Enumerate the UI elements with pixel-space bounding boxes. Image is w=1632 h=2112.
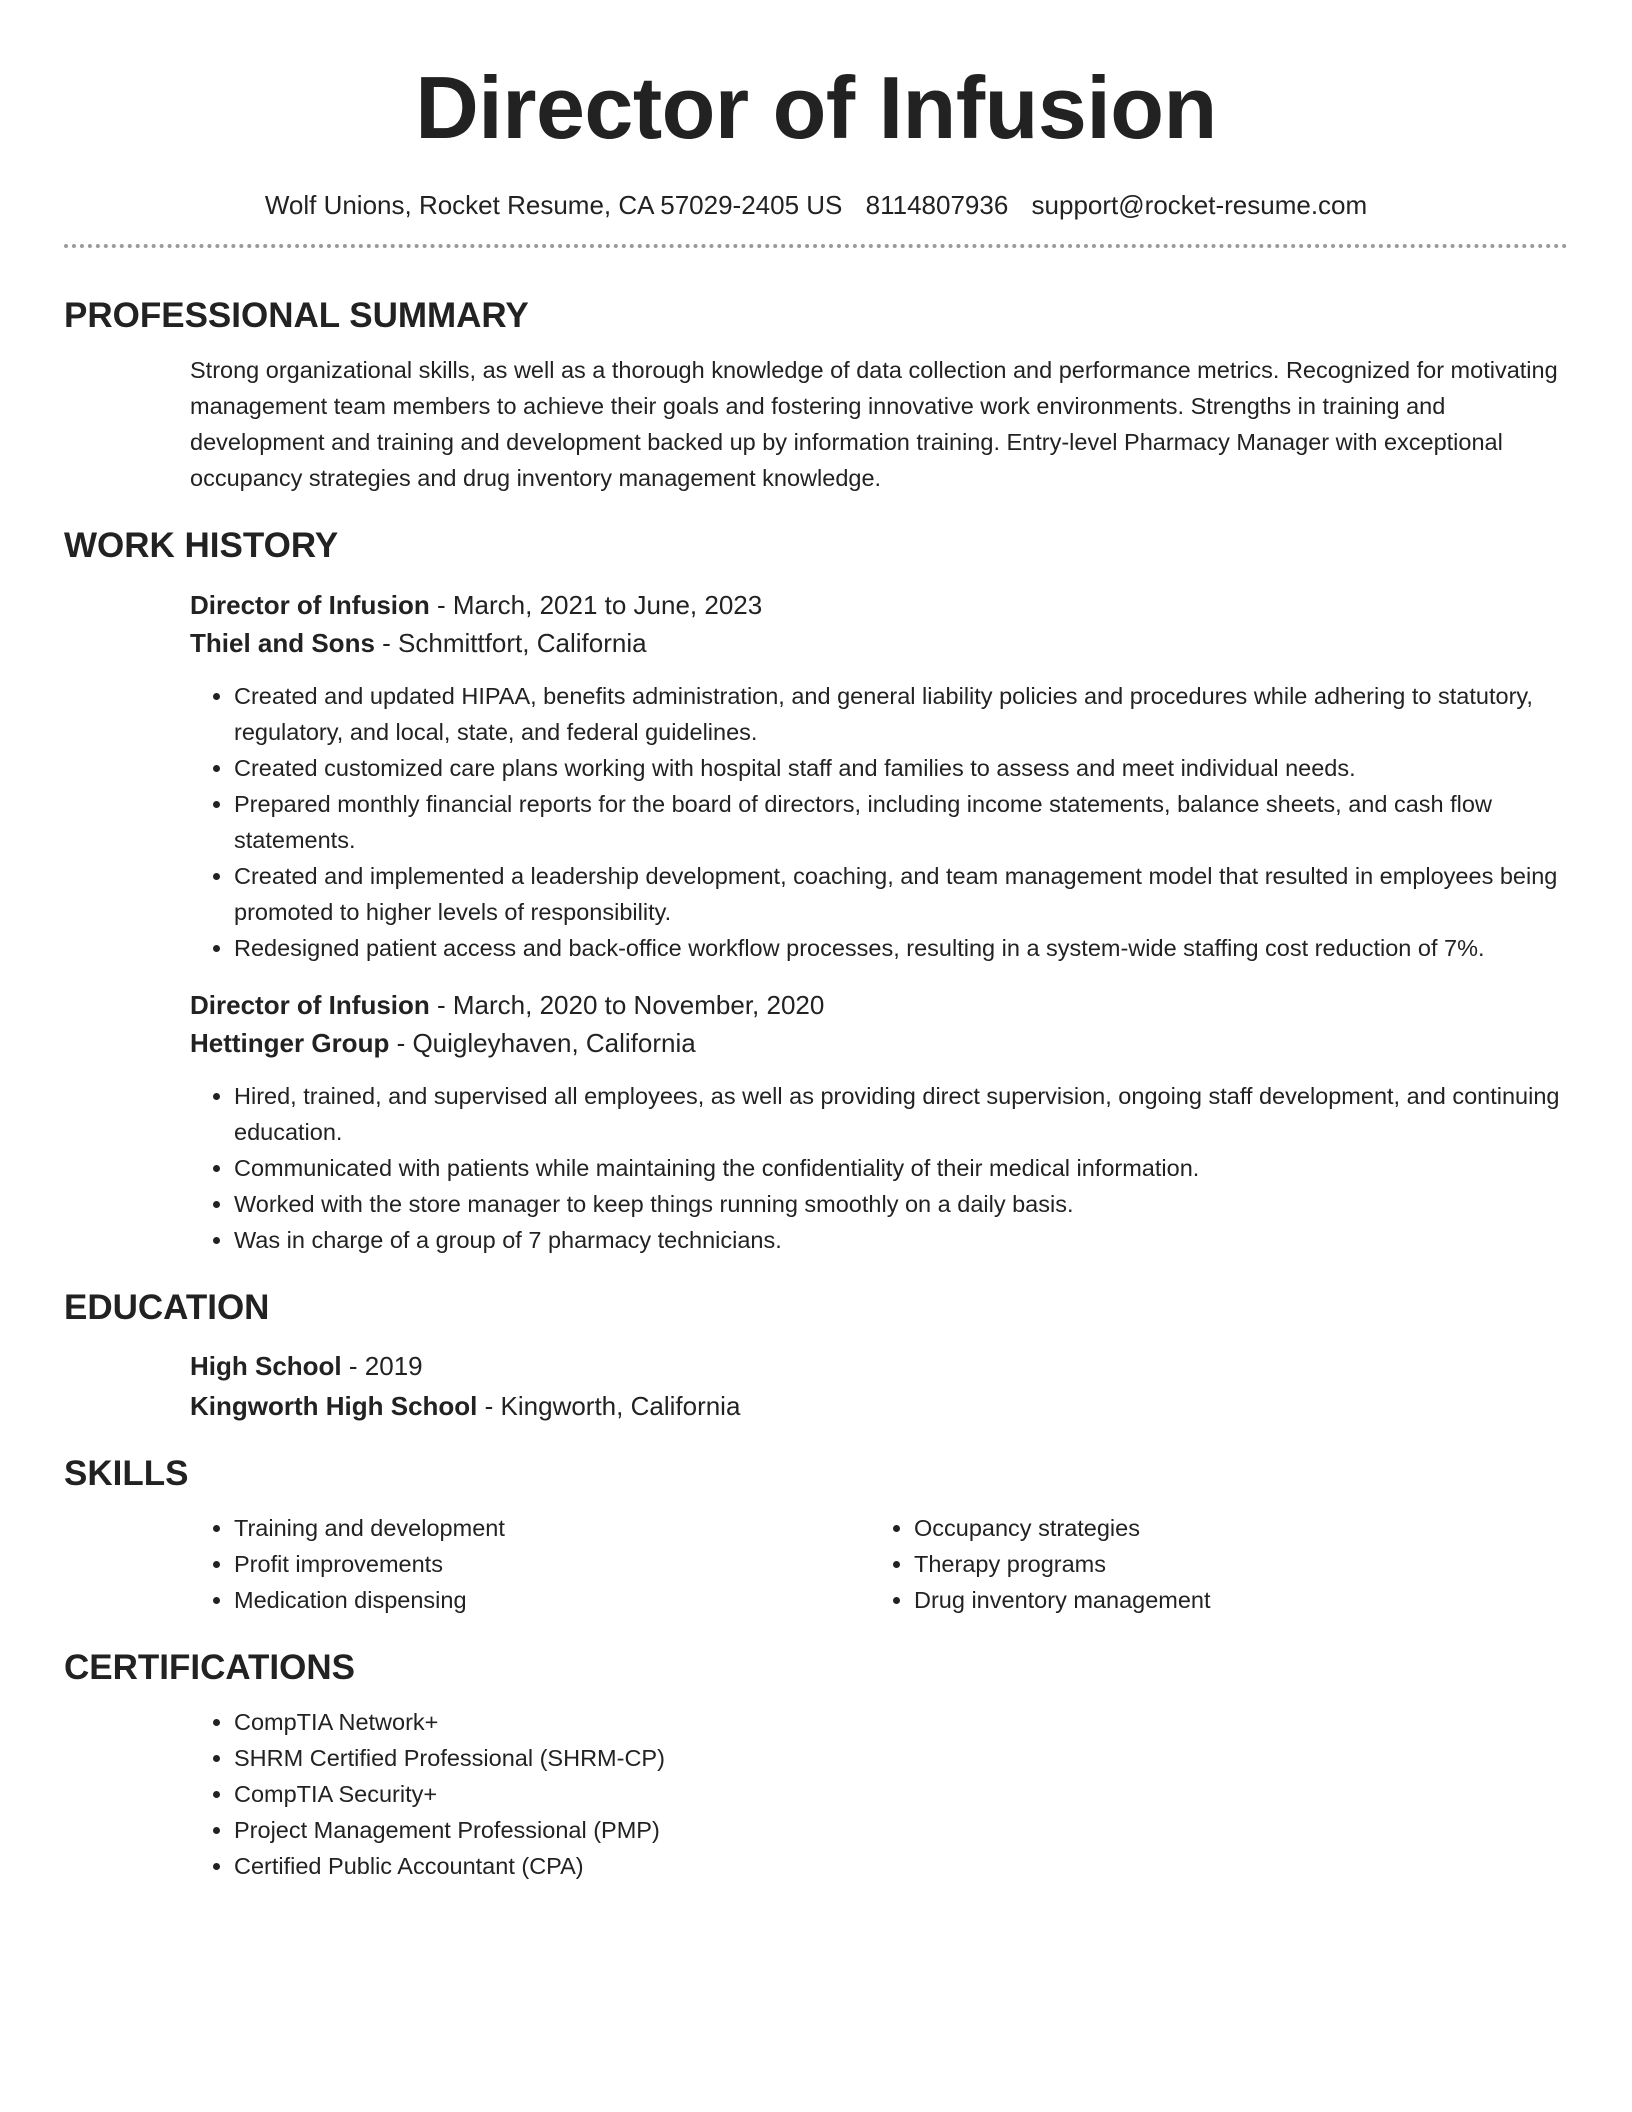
job-bullets: [190, 678, 1568, 966]
education-school-line: [190, 1386, 1568, 1426]
job-company: Hettinger Group: [190, 1028, 390, 1058]
skills-column-left: [190, 1510, 870, 1618]
list-item: • Hired, trained, and supervised all employees, as well as providing direct supervision, ongoing staff development, and continuing education.: [234, 1078, 1568, 1150]
skill-item: • Medication dispensing: [234, 1582, 870, 1618]
certification-item: • Certified Public Accountant (CPA): [234, 1848, 1568, 1884]
skill-item: • Drug inventory management: [914, 1582, 1550, 1618]
job-title-line: [190, 586, 1568, 624]
education-location: - Kingworth, California: [477, 1391, 741, 1421]
skills-column-right: [870, 1510, 1550, 1618]
job-bullets: [190, 1078, 1568, 1258]
certification-item: • Project Management Professional (PMP): [234, 1812, 1568, 1848]
section-title-skills: SKILLS: [64, 1454, 189, 1493]
list-item: • Was in charge of a group of 7 pharmacy technicians.: [234, 1222, 1568, 1258]
skills-list-right: [870, 1510, 1550, 1618]
skills-list-left: [190, 1510, 870, 1618]
summary-text: Strong organizational skills, as well as a thorough knowledge of data collection and performance metrics. Recognized for motivating management team members to achieve their goals and fostering innovative work environments. Strengths in training and development and training and development backed up by information training. Entry-level Pharmacy Manager with exceptional occupancy strategies and drug inventory management knowledge.: [190, 357, 1558, 491]
education-year: - 2019: [341, 1351, 423, 1381]
header-divider: [64, 244, 1568, 248]
contact-line: [64, 188, 1568, 222]
list-item: • Communicated with patients while maintaining the confidentiality of their medical information.: [234, 1150, 1568, 1186]
list-item: • Redesigned patient access and back-office workflow processes, resulting in a system-wide staffing cost reduction of 7%.: [234, 930, 1568, 966]
certifications-bullets: [190, 1704, 1568, 1884]
job-company: Thiel and Sons: [190, 628, 375, 658]
education-entry: [190, 1346, 1568, 1426]
job-role: Director of Infusion: [190, 990, 430, 1020]
job-dates: - March, 2021 to June, 2023: [429, 590, 763, 620]
job-company-line: [190, 1024, 1568, 1062]
skill-item: • Occupancy strategies: [914, 1510, 1550, 1546]
job-location: - Quigleyhaven, California: [389, 1028, 696, 1058]
job-entry: [190, 986, 1568, 1258]
skill-item: • Therapy programs: [914, 1546, 1550, 1582]
contact-address: Wolf Unions, Rocket Resume, CA 57029-2405 US: [264, 190, 843, 220]
list-item: • Prepared monthly financial reports for the board of directors, including income statements, balance sheets, and cash flow statements.: [234, 786, 1568, 858]
education-degree-line: [190, 1346, 1568, 1386]
certifications-list: [190, 1704, 1568, 1884]
section-title-summary: PROFESSIONAL SUMMARY: [64, 296, 529, 335]
education-school: Kingworth High School: [190, 1391, 478, 1421]
job-title-line: [190, 986, 1568, 1024]
skill-item: • Training and development: [234, 1510, 870, 1546]
certification-item: • CompTIA Security+: [234, 1776, 1568, 1812]
skills-grid: [190, 1510, 1568, 1618]
list-item: • Created customized care plans working with hospital staff and families to assess and meet individual needs.: [234, 750, 1568, 786]
certification-item: • CompTIA Network+: [234, 1704, 1568, 1740]
job-dates: - March, 2020 to November, 2020: [429, 990, 825, 1020]
section-title-education: EDUCATION: [64, 1288, 270, 1327]
list-item: • Created and implemented a leadership development, coaching, and team management model that resulted in employees being promoted to higher levels of responsibility.: [234, 858, 1568, 930]
skill-item: • Profit improvements: [234, 1546, 870, 1582]
list-item: • Created and updated HIPAA, benefits administration, and general liability policies and procedures while adhering to statutory, regulatory, and local, state, and federal guidelines.: [234, 678, 1568, 750]
certification-item: • SHRM Certified Professional (SHRM-CP): [234, 1740, 1568, 1776]
section-title-work-history: WORK HISTORY: [64, 526, 339, 565]
section-title-certifications: CERTIFICATIONS: [64, 1648, 356, 1687]
contact-phone: 8114807936: [865, 190, 1009, 220]
education-degree: High School: [190, 1351, 342, 1381]
job-location: - Schmittfort, California: [374, 628, 647, 658]
list-item: • Worked with the store manager to keep things running smoothly on a daily basis.: [234, 1186, 1568, 1222]
job-company-line: [190, 624, 1568, 662]
contact-email: support@rocket-resume.com: [1031, 190, 1368, 220]
resume-name: Director of Infusion: [415, 58, 1217, 157]
job-entry: [190, 586, 1568, 966]
job-role: Director of Infusion: [190, 590, 430, 620]
